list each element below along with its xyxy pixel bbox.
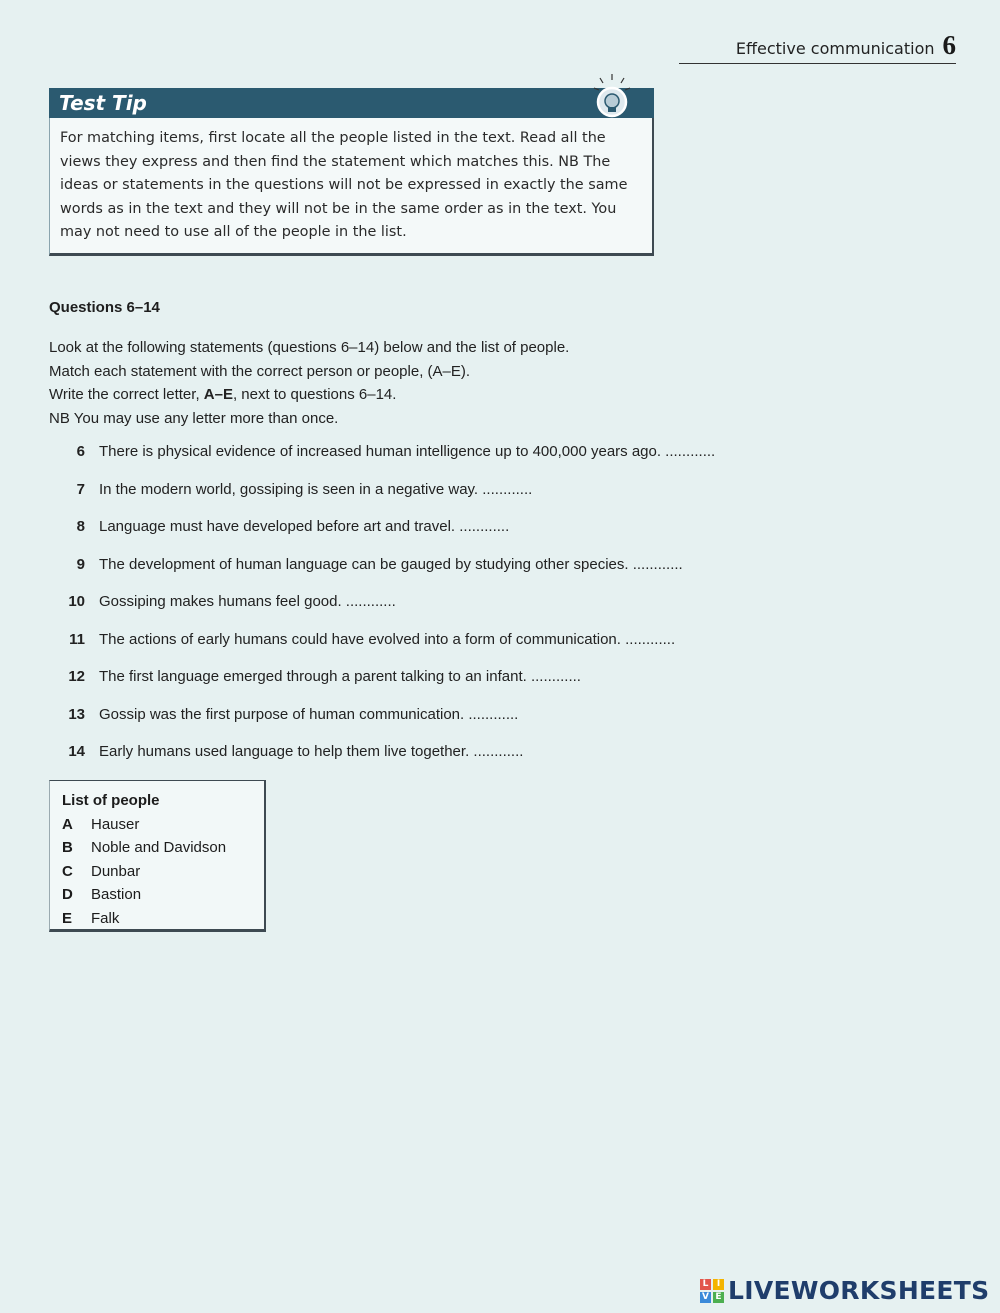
question-number: 8 (76, 518, 85, 535)
question-text: The first language emerged through a parent talking to an infant. ............ (99, 668, 581, 685)
question-text: In the modern world, gossiping is seen in a negative way. ............ (99, 480, 533, 498)
question-number: 13 (68, 705, 85, 723)
test-tip-line: words as in the text and they will not be in the same order as in the text. You (60, 200, 617, 217)
test-tip-title: Test Tip (59, 91, 147, 115)
question-list (49, 441, 715, 779)
question-number: 7 (76, 480, 85, 498)
liveworksheets-watermark (700, 1276, 989, 1305)
logo-letter: V (700, 1292, 711, 1303)
instruction-line: Look at the following statements (questions 6–14) below and the list of people. (49, 339, 570, 356)
questions-heading: Questions 6–14 (49, 299, 160, 316)
question-item (49, 441, 715, 479)
test-tip-box (49, 88, 654, 256)
instruction-line: Match each statement with the correct person or people, (A–E). (49, 362, 471, 380)
test-tip-line: For matching items, first locate all the people listed in the text. Read all the (60, 130, 606, 146)
liveworksheets-name: LIVEWORKSHEETS (728, 1276, 990, 1305)
question-item (49, 591, 715, 629)
question-text: Gossip was the first purpose of human communication. ............ (99, 705, 519, 723)
question-number: 10 (68, 593, 85, 610)
question-text: The development of human language can be gauged by studying other species. ............ (99, 555, 683, 573)
person-name: Falk (91, 909, 120, 927)
instructions (49, 336, 569, 430)
question-text: The actions of early humans could have evolved into a form of communication. ............ (99, 630, 676, 648)
person-letter: A (62, 815, 73, 833)
question-text: There is physical evidence of increased human intelligence up to 400,000 years ago. ............ (99, 443, 716, 460)
people-list-title: List of people (62, 792, 160, 809)
instruction-line (49, 383, 569, 407)
people-list-box (49, 780, 266, 932)
question-number: 12 (68, 668, 85, 685)
instruction-line: NB You may use any letter more than once. (49, 409, 339, 427)
person-letter: E (62, 909, 73, 927)
test-tip-body (49, 118, 654, 256)
person-name: Hauser (91, 815, 140, 833)
page-header (736, 30, 956, 61)
letter-range: A–E (203, 386, 233, 403)
person-item (62, 813, 264, 837)
logo-letter: I (713, 1279, 724, 1290)
question-text: Early humans used language to help them live together. ............ (99, 743, 524, 760)
test-tip-header (49, 88, 654, 118)
person-name: Noble and Davidson (91, 839, 227, 856)
logo-letter: L (700, 1279, 711, 1290)
test-tip-line: views they express and then find the statement which matches this. NB The (60, 153, 611, 170)
instruction-text: , next to questions 6–14. (232, 386, 397, 403)
logo-letter: E (713, 1292, 724, 1303)
person-letter: D (62, 886, 73, 903)
question-item (49, 479, 715, 517)
person-item (62, 883, 264, 907)
question-item (49, 704, 715, 742)
person-item (62, 860, 264, 884)
question-item (49, 554, 715, 592)
question-number: 9 (76, 555, 85, 573)
header-rule (679, 63, 956, 64)
question-text: Gossiping makes humans feel good. ............ (99, 593, 396, 610)
question-item (49, 516, 715, 554)
unit-title: Effective communication (735, 39, 935, 58)
test-tip-line: may not need to use all of the people in the list. (60, 224, 407, 240)
test-tip-line: ideas or statements in the questions will not be expressed in exactly the same (60, 177, 628, 193)
question-number: 14 (68, 743, 85, 760)
question-number: 6 (76, 443, 85, 460)
lightbulb-icon (590, 74, 634, 120)
liveworksheets-logo-icon (700, 1279, 724, 1303)
person-letter: C (62, 862, 73, 880)
person-name: Bastion (91, 886, 142, 903)
person-letter: B (62, 839, 73, 856)
unit-number: 6 (942, 30, 956, 60)
question-item (49, 629, 715, 667)
question-number: 11 (69, 630, 85, 648)
person-name: Dunbar (91, 862, 141, 880)
question-item (49, 741, 715, 779)
question-item (49, 666, 715, 704)
instruction-text: Write the correct letter, (49, 386, 204, 403)
person-item (62, 907, 264, 931)
person-item (62, 836, 264, 860)
question-text: Language must have developed before art and travel. ............ (99, 518, 510, 535)
